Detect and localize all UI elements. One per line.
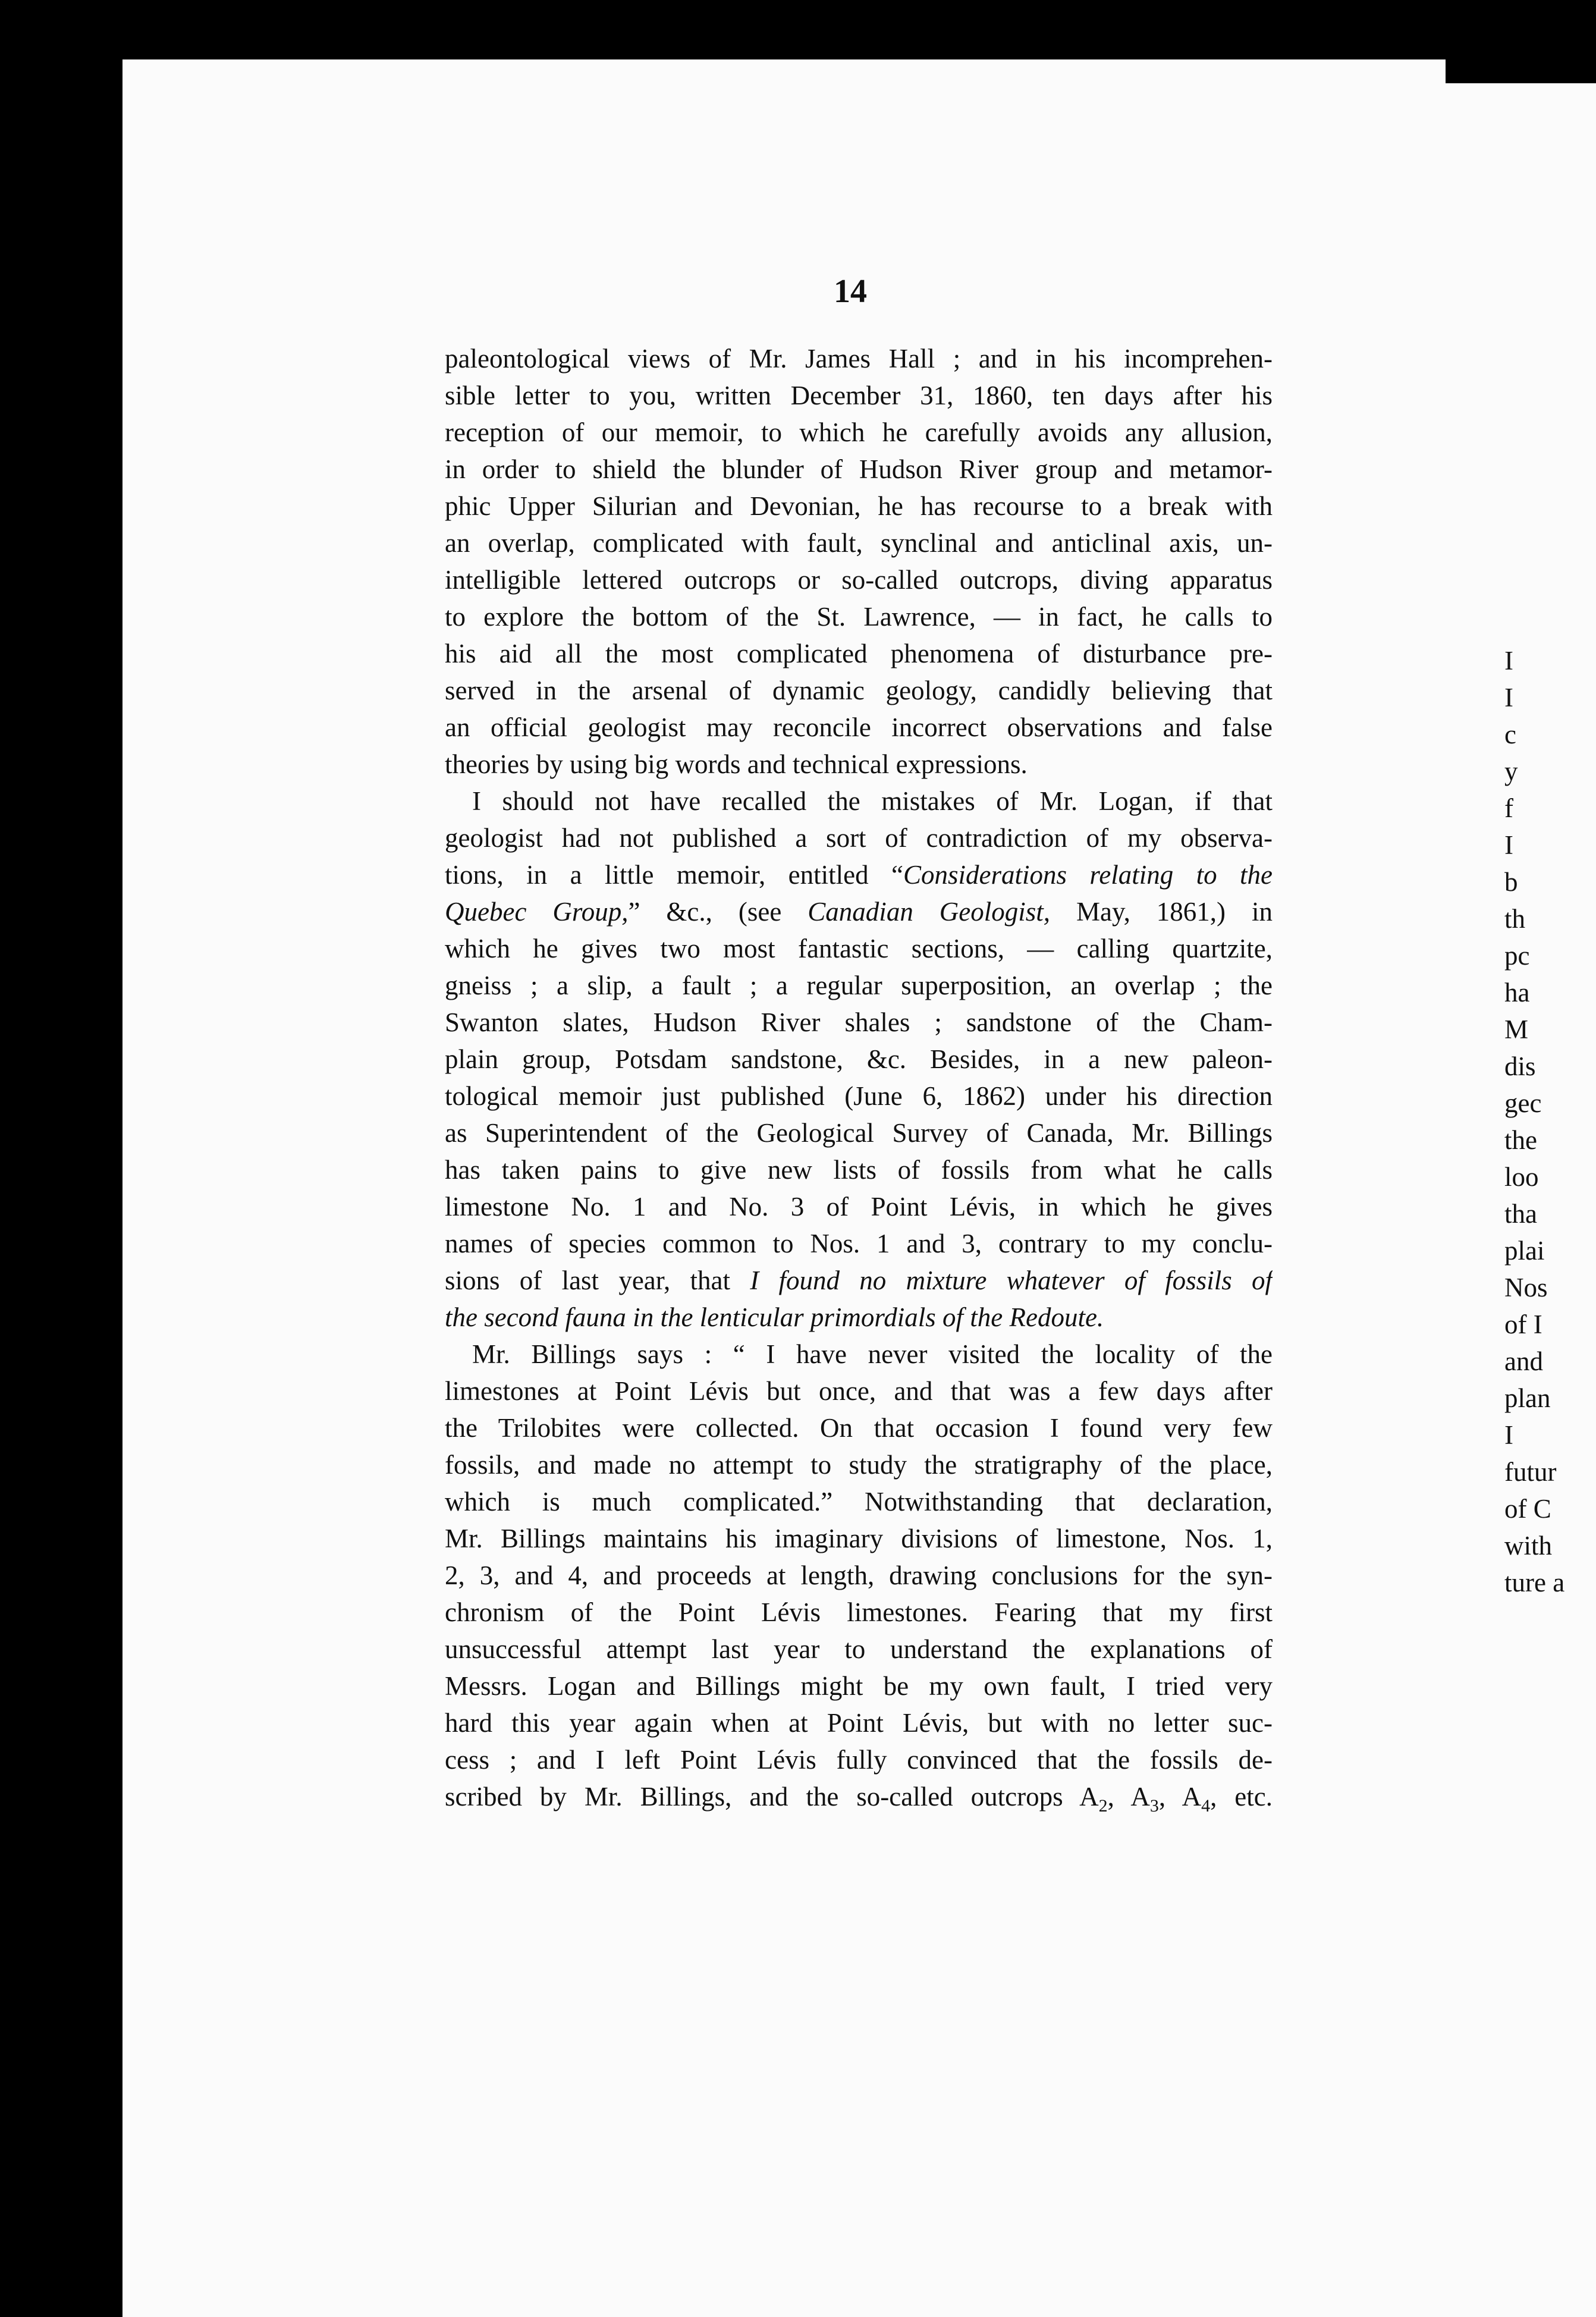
text-run: sions of last year, that [445,1266,750,1295]
text-line: cess ; and I left Point Lévis fully convinced that the fossils de- [445,1745,1273,1775]
fragment-line: th [1504,904,1526,934]
text-line [445,1778,1273,1815]
fragment-line: ture a [1504,1568,1565,1597]
text-line: plain group, Potsdam sandstone, &c. Besides, in a new paleon- [445,1044,1273,1074]
text-run: May, 1861,) in [1050,897,1273,927]
text-line: as Superintendent of the Geological Survey of Canada, Mr. Billings [445,1118,1273,1148]
text-line: names of species common to Nos. 1 and 3, contrary to my conclu- [445,1229,1273,1258]
text-line: has taken pains to give new lists of fossils from what he calls [445,1155,1273,1185]
fragment-line: of C [1504,1494,1551,1524]
text-line: Messrs. Logan and Billings might be my own fault, I tried very [445,1671,1273,1701]
text-line: which is much complicated.” Notwithstanding that declaration, [445,1487,1273,1517]
text-line: Mr. Billings maintains his imaginary divisions of limestone, Nos. 1, [445,1524,1273,1553]
text-run: , etc. [1210,1782,1273,1811]
fragment-line: y [1504,756,1518,786]
text-line: phic Upper Silurian and Devonian, he has recourse to a break with [445,491,1273,521]
fragment-line: plan [1504,1383,1551,1413]
fragment-line: I [1504,683,1513,712]
text-line: theories by using big words and technical expressions. [445,749,1028,779]
text-line: an official geologist may reconcile incorrect observations and false [445,712,1273,742]
text-line: an overlap, complicated with fault, synclinal and anticlinal axis, un- [445,528,1273,558]
text-line: limestones at Point Lévis but once, and that was a few days after [445,1376,1273,1406]
fragment-line: Nos [1504,1273,1548,1302]
fragment-line: pc [1504,941,1530,971]
text-line: intelligible lettered outcrops or so-called outcrops, diving apparatus [445,565,1273,595]
text-line [445,893,1273,930]
fragment-line: plai [1504,1236,1545,1266]
text-run: , A [1158,1782,1202,1811]
text-line: tological memoir just published (June 6, 1862) under his direction [445,1081,1273,1111]
fragment-line: tha [1504,1199,1537,1229]
text-line: served in the arsenal of dynamic geology, candidly believing that [445,676,1273,705]
text-line: hard this year again when at Point Lévis, but with no letter suc- [445,1708,1273,1738]
text-line [445,1262,1273,1299]
subscript: 4 [1201,1796,1211,1815]
text-run: ” &c., (see [628,897,808,927]
fragment-line: ha [1504,978,1530,1007]
fragment-line: I [1504,646,1513,676]
text-run: , A [1107,1782,1150,1811]
fragment-line: gec [1504,1088,1542,1118]
text-line [445,856,1273,893]
subscript: 3 [1149,1796,1159,1815]
text-line: chronism of the Point Lévis limestones. Fearing that my first [445,1597,1273,1627]
body-text [445,340,1273,1815]
fragment-line: M [1504,1015,1529,1044]
text-line: the second fauna in the lenticular primordials of the Redoute. [445,1302,1104,1332]
text-line: which he gives two most fantastic sections, — calling quartzite, [445,934,1273,963]
text-line: Mr. Billings says : “ I have never visited the locality of the [472,1339,1273,1369]
fragment-line: futur [1504,1457,1557,1487]
fragment-line: b [1504,867,1518,897]
text-line: reception of our memoir, to which he carefully avoids any allusion, [445,417,1273,447]
fragment-line: I [1504,830,1513,860]
text-line: sible letter to you, written December 31, 1860, ten days after his [445,381,1273,410]
italic-title: Considerations relating to the [903,860,1273,890]
fragment-line: c [1504,720,1516,749]
fragment-line: the [1504,1125,1537,1155]
italic-quote: I found no mixture whatever of fossils of [750,1266,1273,1295]
italic-title: Quebec Group, [445,897,629,927]
text-line: his aid all the most complicated phenomena of disturbance pre- [445,639,1273,668]
text-line: unsuccessful attempt last year to understand the explanations of [445,1634,1273,1664]
fragment-line: with [1504,1531,1553,1561]
page-number: 14 [834,273,867,310]
text-line: I should not have recalled the mistakes of Mr. Logan, if that [472,786,1273,816]
text-run: tions, in a little memoir, entitled “ [445,860,903,890]
text-line: to explore the bottom of the St. Lawrence, — in fact, he calls to [445,602,1273,632]
fragment-line: loo [1504,1162,1539,1192]
fragment-line: and [1504,1346,1543,1376]
text-line: paleontological views of Mr. James Hall ; and in his incomprehen- [445,344,1273,373]
text-line: geologist had not published a sort of contradiction of my observa- [445,823,1273,853]
text-line: fossils, and made no attempt to study the stratigraphy of the place, [445,1450,1273,1480]
fragment-line: dis [1504,1051,1536,1081]
text-line: 2, 3, and 4, and proceeds at length, drawing conclusions for the syn- [445,1561,1273,1590]
fragment-line: f [1504,793,1513,823]
fragment-line: I [1504,1420,1513,1450]
italic-journal: Canadian Geologist, [808,897,1051,927]
text-line: limestone No. 1 and No. 3 of Point Lévis, in which he gives [445,1192,1273,1222]
text-line: the Trilobites were collected. On that occasion I found very few [445,1413,1273,1443]
text-line: gneiss ; a slip, a fault ; a regular superposition, an overlap ; the [445,971,1273,1000]
subscript: 2 [1098,1796,1108,1815]
text-run: scribed by Mr. Billings, and the so-called outcrops A [445,1782,1099,1811]
text-line: Swanton slates, Hudson River shales ; sandstone of the Cham- [445,1007,1273,1037]
right-page-text-fragment [1504,642,1594,1601]
text-line: in order to shield the blunder of Hudson River group and metamor- [445,454,1273,484]
fragment-line: of I [1504,1310,1542,1339]
